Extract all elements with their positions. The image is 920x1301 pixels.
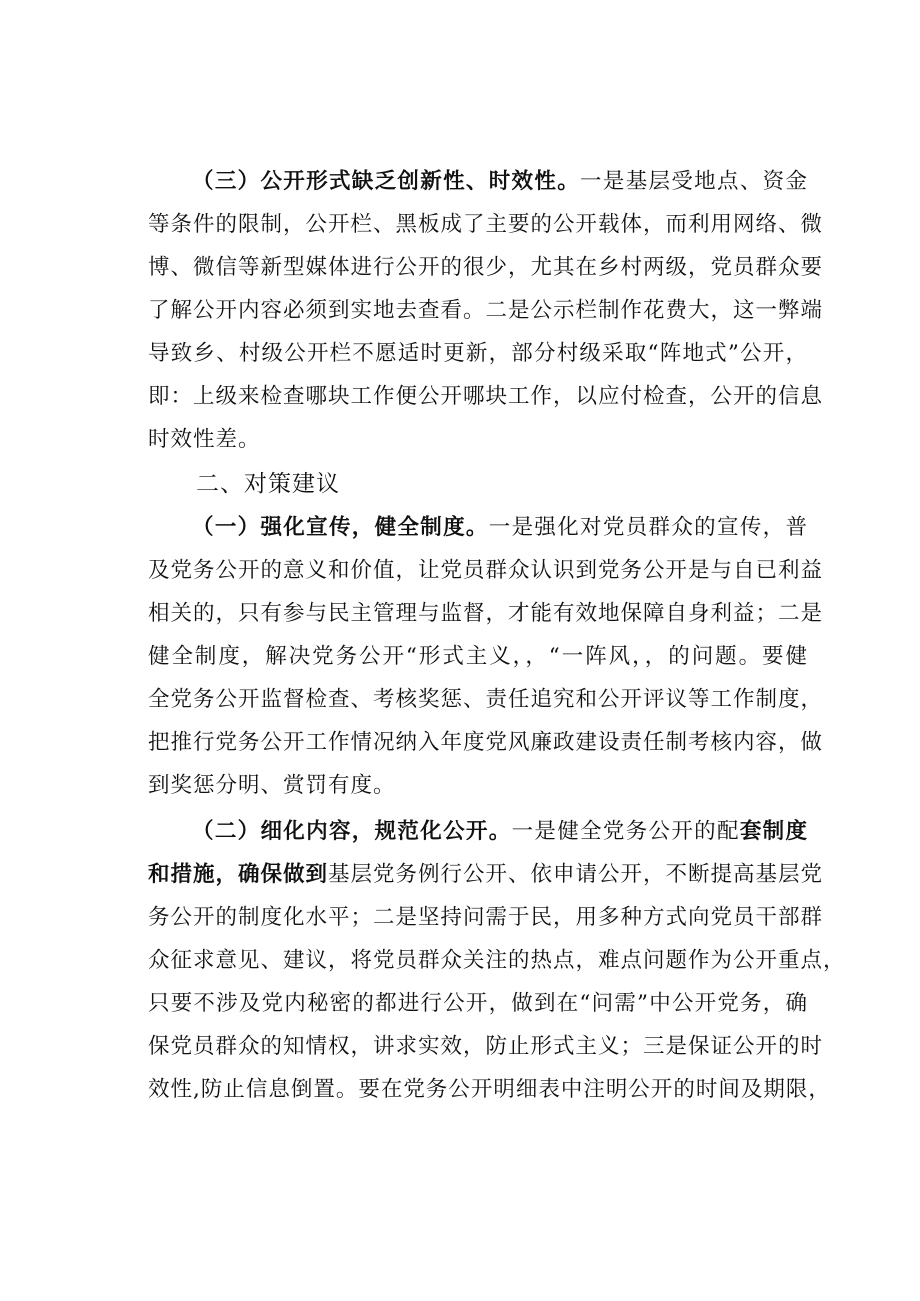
item2-line-6: 保党员群众的知情权，讲求实效，防止形式主义；三是保证公开的时 [148, 1034, 824, 1059]
item2-line1-text: 一是健全党务公开的配 [511, 819, 740, 844]
section3-line-4: 了解公开内容必须到实地去查看。二是公示栏制作花费大，这一弊端 [148, 298, 824, 323]
section3-line1-text: 一是基层受地点、资金 [580, 169, 808, 194]
item1-line-5: 全党务公开监督检查、考核奖惩、责任追究和公开评议等工作制度， [148, 687, 824, 712]
section3-line-1 [192, 167, 808, 197]
item2-line-2 [148, 860, 824, 890]
item2-line2-text: 基层党务例行公开、依申请公开，不断提高基层党 [328, 862, 824, 887]
item1-line-6: 把推行党务公开工作情况纳入年度党风廉政建设责任制考核内容，做 [148, 730, 824, 755]
item1-line1-text: 一是强化对党员群众的宣传，普 [488, 515, 808, 540]
item1-line-7: 到奖惩分明、赏罚有度。 [148, 773, 396, 798]
item2-line-1 [192, 817, 808, 847]
section3-line-3: 博、微信等新型媒体进行公开的很少，尤其在乡村两级，党员群众要 [148, 255, 824, 280]
item1-line-2: 及党务公开的意义和价值，让党员群众认识到党务公开是与自已利益 [148, 558, 824, 583]
item1-line-1 [192, 513, 808, 543]
item2-line-4: 众征求意见、建议，将党员群众关注的热点，难点问题作为公开重点， [148, 948, 846, 973]
item2-line-7: 效性,防止信息倒置。要在党务公开明细表中注明公开的时间及期限， [148, 1077, 831, 1102]
item1-line-4: 健全制度，解决党务公开“形式主义，，“一阵风，，的问题。要健 [148, 644, 808, 669]
section3-line-5: 导致乡、村级公开栏不愿适时更新，部分村级采取“阵地式”公开， [148, 341, 808, 366]
part2-heading: 二、对策建议 [196, 471, 340, 497]
item2-heading: （二）细化内容，规范化公开。 [192, 819, 512, 844]
item2-line-3: 务公开的制度化水平；二是坚持问需于民，用多种方式向党员干部群 [148, 905, 824, 930]
section3-heading: （三）公开形式缺乏创新性、时效性。 [192, 169, 581, 194]
item2-line1-bold-tail: 套制度 [739, 819, 808, 844]
section3-line-2: 等条件的限制，公开栏、黑板成了主要的公开载体，而利用网络、微 [148, 212, 824, 237]
section3-line-7: 时效性差。 [148, 427, 261, 452]
item1-line-3: 相关的，只有参与民主管理与监督，才能有效地保障自身利益；二是 [148, 601, 824, 626]
item1-heading: （一）强化宣传，健全制度。 [192, 515, 489, 540]
item2-line-5: 只要不涉及党内秘密的都进行公开，做到在“问需”中公开党务，确 [148, 991, 808, 1016]
item2-line2-bold-head: 和措施，确保做到 [148, 862, 329, 887]
section3-line-6: 即：上级来检查哪块工作便公开哪块工作，以应付检查，公开的信息 [148, 384, 824, 409]
